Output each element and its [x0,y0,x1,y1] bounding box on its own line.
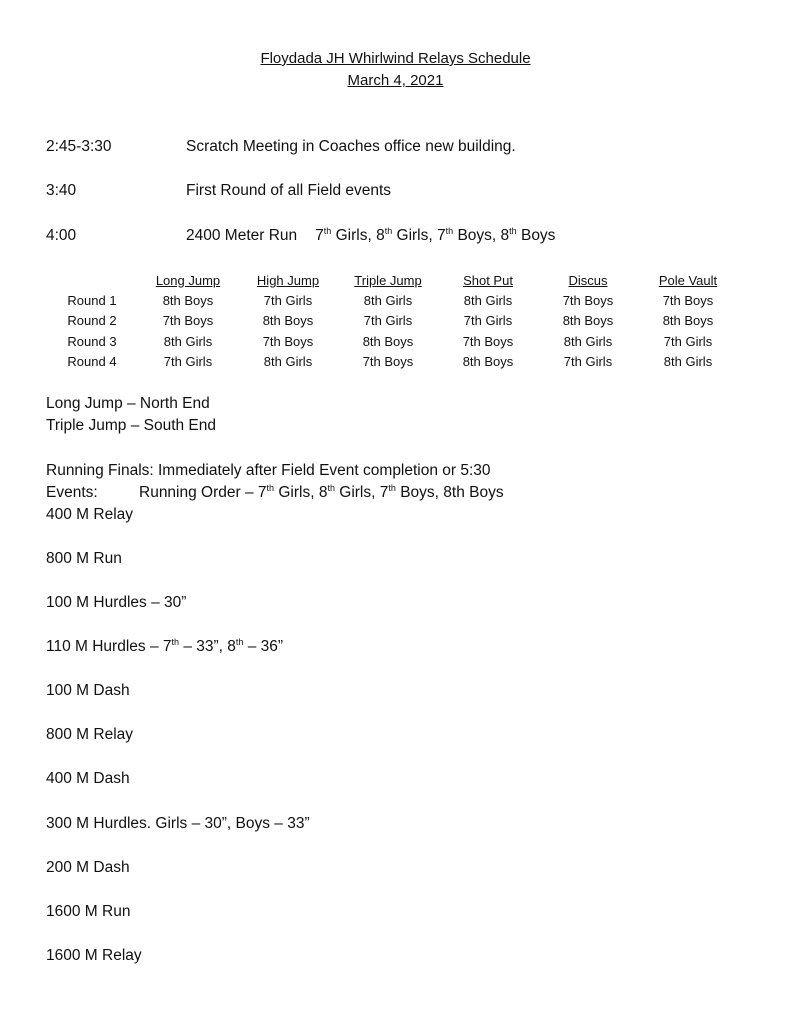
column-header: Triple Jump [354,272,422,288]
table-cell: 7th Girls [463,313,513,329]
round-label: Round 2 [67,313,117,329]
schedule-time: 3:40 [46,182,77,199]
table-cell: 8th Boys [362,333,414,349]
table-cell: 7th Boys [562,292,614,308]
long-jump-location: Long Jump – North End [46,395,210,412]
table-cell: 7th Girls [163,354,213,370]
schedule-desc [186,226,555,246]
page-title: Floydada JH Whirlwind Relays Schedule [260,50,531,67]
table-cell: 8th Girls [163,333,213,349]
table-cell: 8th Girls [663,354,713,370]
table-cell: 8th Girls [263,354,313,370]
schedule-time: 2:45-3:30 [46,138,112,155]
table-cell: 7th Boys [362,354,414,370]
table-cell: 8th Boys [262,313,314,329]
table-cell: 7th Boys [662,292,714,308]
event-item: 800 M Run [46,550,122,567]
round-label: Round 1 [67,292,117,308]
table-cell: 8th Boys [462,354,514,370]
column-header: Pole Vault [658,272,718,288]
round-label: Round 3 [67,333,117,349]
event-item: 100 M Hurdles – 30” [46,594,187,611]
table-cell: 7th Boys [462,333,514,349]
page-date: March 4, 2021 [347,72,444,89]
event-item: 1600 M Relay [46,947,142,964]
table-cell: 7th Girls [563,354,613,370]
table-row [46,311,738,332]
table-cell: 8th Girls [463,292,513,308]
schedule-desc: Scratch Meeting in Coaches office new building. [186,138,516,155]
event-item: 300 M Hurdles. Girls – 30”, Boys – 33” [46,815,310,832]
table-cell: 7th Girls [663,333,713,349]
table-cell: 8th Boys [562,313,614,329]
running-finals-note: Running Finals: Immediately after Field Event completion or 5:30 [46,462,491,479]
event-item: 200 M Dash [46,859,130,876]
table-row [46,352,738,373]
table-row [46,331,738,352]
round-label: Round 4 [67,354,117,370]
events-label: Events: [46,484,98,501]
column-header: Discus [568,272,608,288]
schedule-time: 4:00 [46,227,77,244]
event-2400-run: 2400 Meter Run [186,227,298,244]
table-row [46,290,738,311]
run-order-2400: 7th Girls, 8th Girls, 7th Boys, 8th Boys [315,226,556,244]
table-cell: 7th Girls [263,292,313,308]
table-cell: 7th Boys [262,333,314,349]
event-item: 110 M Hurdles – 7th – 33”, 8th – 36” [46,637,284,655]
field-events-table [46,270,738,372]
event-item: 1600 M Run [46,903,131,920]
event-item: 400 M Dash [46,770,130,787]
event-item: 400 M Relay [46,506,134,523]
running-order: Running Order – 7th Girls, 8th Girls, 7th Boys, 8th Boys [139,483,504,501]
triple-jump-location: Triple Jump – South End [46,417,217,434]
table-header-row [46,270,738,290]
table-cell: 8th Girls [563,333,613,349]
column-header: Long Jump [155,272,221,288]
event-item: 100 M Dash [46,682,130,699]
schedule-desc: First Round of all Field events [186,182,392,199]
table-cell: 7th Boys [162,313,214,329]
running-order-line [46,483,504,503]
table-cell: 8th Boys [162,292,214,308]
table-corner [46,270,138,290]
table-cell: 8th Boys [662,313,714,329]
table-cell: 8th Girls [363,292,413,308]
column-header: High Jump [256,272,320,288]
column-header: Shot Put [463,272,513,288]
event-item: 800 M Relay [46,726,134,743]
table-cell: 7th Girls [363,313,413,329]
